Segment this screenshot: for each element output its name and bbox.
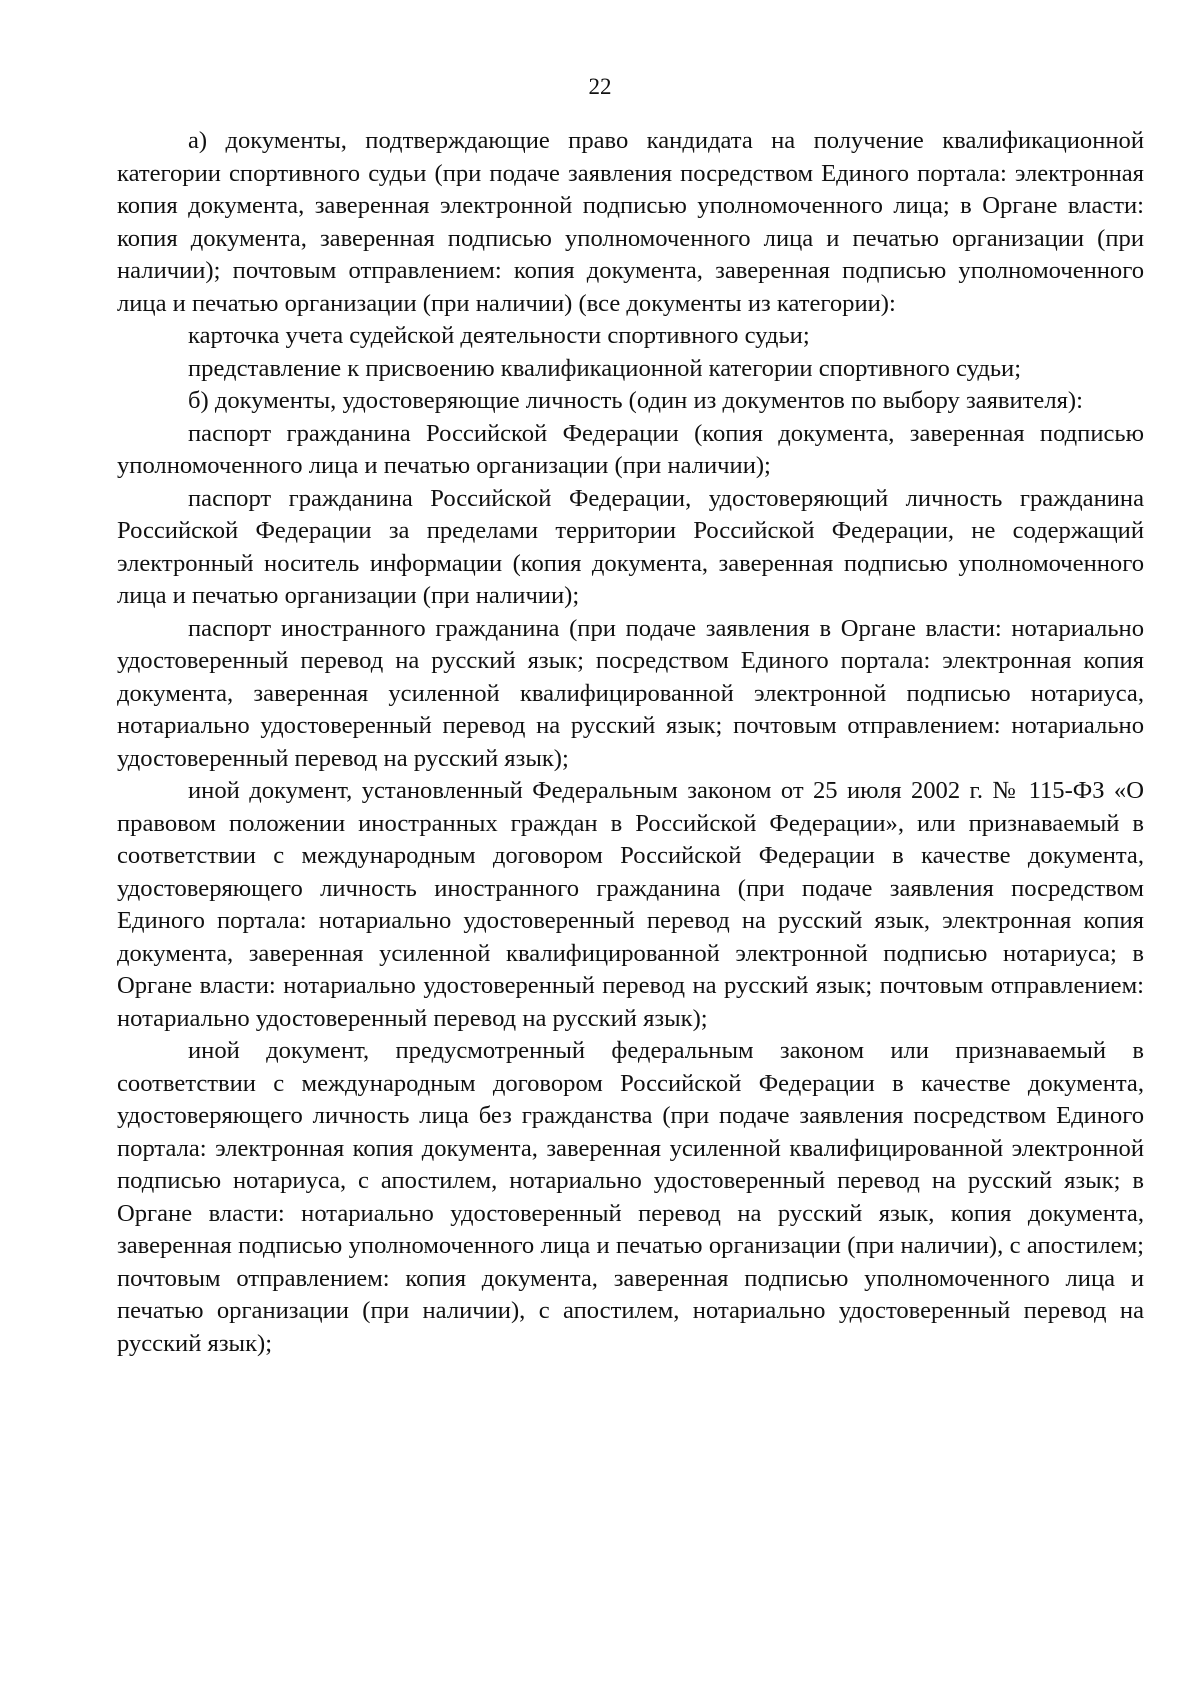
document-body — [117, 125, 1144, 1360]
paragraph-stateless-person-document: иной документ, предусмотренный федеральным законом или признаваемый в соответствии с международным договором Российской Федерации в качестве документа, удостоверяющего личность лица без гражданства (при подаче заявления посредством Единого портала: электронная копия документа, заверенная усиленной квалифицированной электронной подписью нотариуса, с апостилем, нотариально удостоверенный перевод на русский язык; в Органе власти: нотариально удостоверенный перевод на русский язык, копия документа, заверенная подписью уполномоченного лица и печатью организации (при наличии), с апостилем; почтовым отправлением: копия документа, заверенная подписью уполномоченного лица и печатью организации (при наличии), с апостилем, нотариально удостоверенный перевод на русский язык); — [117, 1037, 1144, 1357]
paragraph-foreign-citizen-passport: паспорт иностранного гражданина (при подаче заявления в Органе власти: нотариально удостоверенный перевод на русский язык; посредством Единого портала: электронная копия документа, заверенная усиленной квалифицированной электронной подписью нотариуса, нотариально удостоверенный перевод на русский язык; почтовым отправлением: нотариально удостоверенный перевод на русский язык); — [117, 614, 1144, 772]
page-number: 22 — [588, 74, 612, 99]
paragraph-a-supporting-documents: а) документы, подтверждающие право кандидата на получение квалификационной категории спортивного судьи (при подаче заявления посредством Единого портала: электронная копия документа, заверенная электронной подписью уполномоченного лица; в Органе власти: копия документа, заверенная подписью уполномоченного лица и печатью организации (при наличии); почтовым отправлением: копия документа, заверенная подписью уполномоченного лица и печатью организации (при наличии) (все документы из категории): — [117, 127, 1144, 317]
paragraph-category-submission: представление к присвоению квалификационной категории спортивного судьи; — [188, 354, 1022, 382]
paragraph-b-identity-documents: б) документы, удостоверяющие личность (один из документов по выбору заявителя): — [188, 387, 1083, 414]
paragraph-referee-card: карточка учета судейской деятельности спортивного судьи; — [188, 322, 810, 349]
paragraph-foreign-travel-passport: паспорт гражданина Российской Федерации, удостоверяющий личность гражданина Российской Федерации за пределами территории Российской Федерации, не содержащий электронный носитель информации (копия документа, заверенная подписью уполномоченного лица и печатью организации (при наличии); — [117, 484, 1144, 609]
paragraph-russian-passport: паспорт гражданина Российской Федерации (копия документа, заверенная подписью уполномоченного лица и печатью организации (при наличии); — [117, 419, 1144, 479]
paragraph-foreign-citizen-other-document: иной документ, установленный Федеральным законом от 25 июля 2002 г. № 115-ФЗ «О правовом положении иностранных граждан в Российской Федерации», или признаваемый в соответствии с международным договором Российской Федерации в качестве документа, удостоверяющего личность иностранного гражданина (при подаче заявления посредством Единого портала: нотариально удостоверенный перевод на русский язык, электронная копия документа, заверенная усиленной квалифицированной электронной подписью нотариуса; в Органе власти: нотариально удостоверенный перевод на русский язык; почтовым отправлением: нотариально удостоверенный перевод на русский язык); — [117, 777, 1144, 1032]
